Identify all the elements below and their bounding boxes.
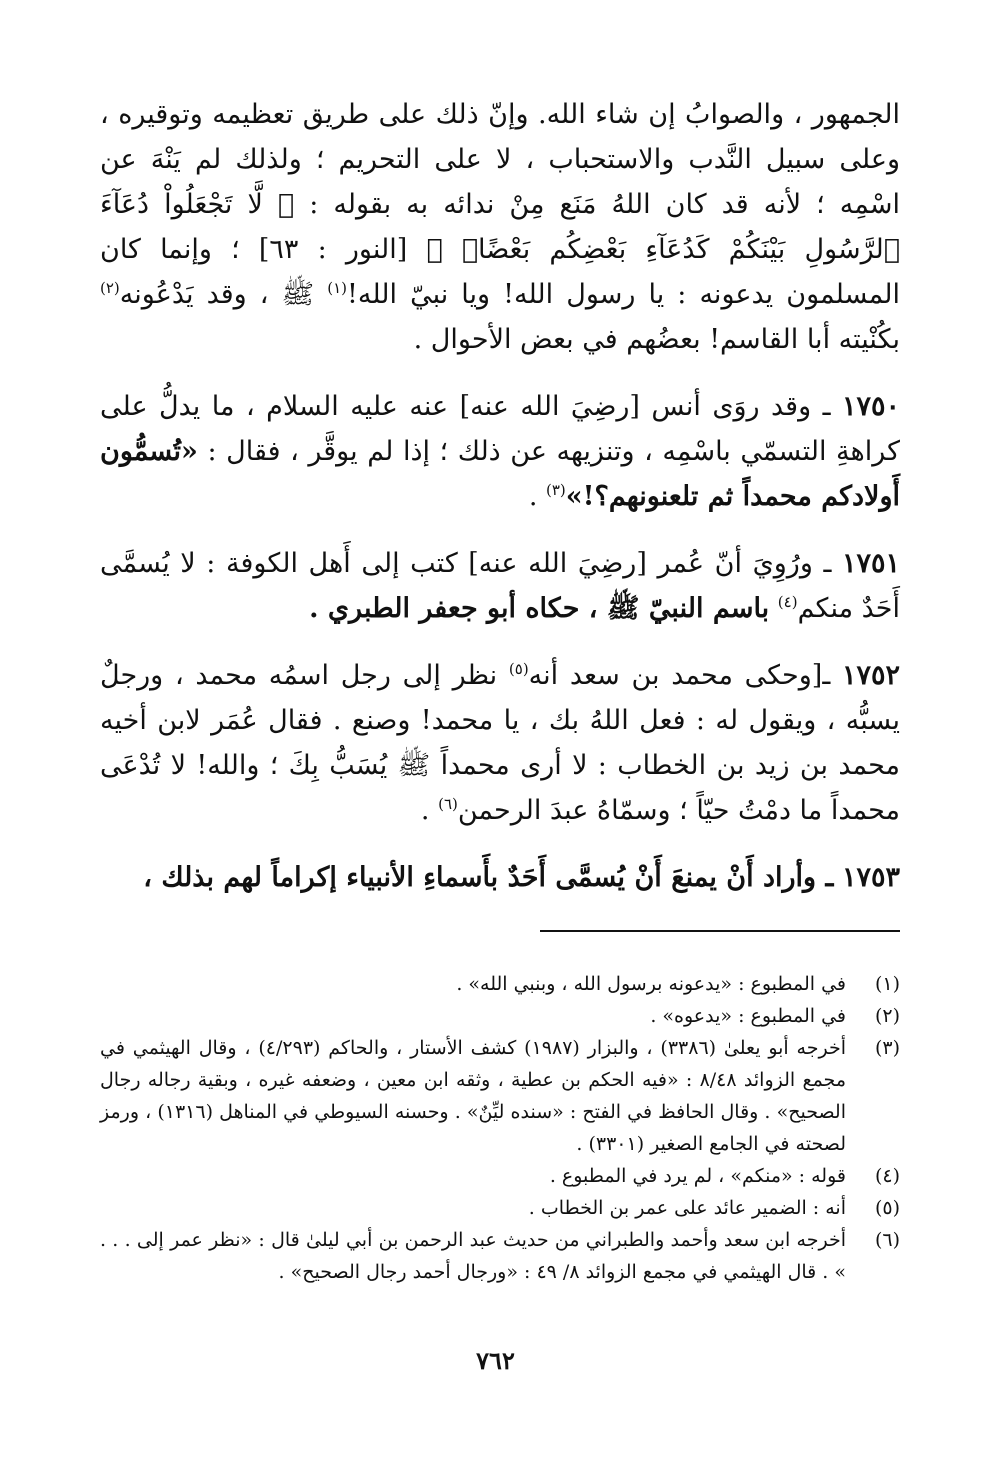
footnote-text: أخرجه أبو يعلىٰ (٣٣٨٦) ، والبزار (١٩٨٧) كشف الأستار ، والحاكم (٤/٢٩٣) ، وقال الهيثمي في مجمع الزوائد ٨/٤٨ : «فيه الحكم بن عطية ، وثقه ابن معين ، وضعفه غيره ، وبقية رجاله رجال الصحيح» . وقال الحافظ في الفتح : «سنده ليِّنٌ» . وحسنه السيوطي في المناهل (١٣١٦) ، ورمز لصحته في الجامع الصغير (٣٣٠١) .: [100, 1037, 846, 1155]
page-number: ٧٦٢: [476, 1346, 515, 1375]
footnote-ref-6[interactable]: (٦): [438, 795, 458, 813]
paragraph-end: .: [420, 795, 430, 826]
paragraph-text: ـ وقد روَى أنس [رضِيَ الله عنه] عنه عليه السلام ، ما يدلُّ على كراهةِ التسمّي باسْمِه ، وتنزيهه عن ذلك ؛ إذا لم يوقَّر ، فقال :: [100, 391, 900, 467]
paragraph-text-start: ـ[وحكى محمد بن سعد أنه: [528, 660, 831, 691]
footnote-text: في المطبوع : «يدعوه» .: [650, 1005, 846, 1027]
paragraph-text: نظر إلى رجل اسمُه محمد ، ورجلٌ يسبُّه ، ويقول له : فعل اللهُ بك ، يا محمد! وصنع . فقال عُمَر لابن أخيه محمد بن زيد بن الخطاب : لا أرى محمداً ﷺ يُسَبُّ بِكَ ؛ والله! لا تُدْعَى محمداً ما دمْتُ حيّاً ؛ وسمّاهُ عبدَ الرحمن: [100, 660, 900, 826]
footnote-number: (١): [874, 973, 900, 995]
intro-text-4: بكُنْيته أبا القاسم! بعضُهم في بعض الأحوال .: [413, 324, 900, 355]
paragraph-number: ١٧٥٠: [841, 391, 900, 422]
footnote-separator: [540, 930, 900, 932]
intro-paragraph: [100, 92, 900, 362]
main-text: [100, 92, 900, 900]
intro-text-1: الجمهور ، والصوابُ إن شاء الله. وإنّ ذلك على طريق تعظيمه وتوقيره ، وعلى سبيل النَّدب والاستحباب ، لا على التحريم ؛ ولذلك لم يَنْهَ عن اسْمِه ؛ لأنه قد كان اللهُ مَنَع مِنْ ندائه به بقوله :: [100, 99, 900, 220]
footnote-number: (٥): [874, 1197, 900, 1219]
paragraph-1751: [100, 541, 900, 631]
footnote-ref-4[interactable]: (٤): [777, 593, 798, 611]
hadith-quote: «تُسمُّون أَولادكم محمداً ثم تلعنونهم؟!»: [100, 436, 900, 512]
footnote-ref-2[interactable]: (٢): [100, 279, 120, 297]
footnote-number: (٤): [874, 1165, 900, 1187]
footnote: [100, 968, 900, 1000]
footnote: [100, 1160, 900, 1192]
paragraph-1752: [100, 653, 900, 833]
footnote-text: في المطبوع : «يدعونه برسول الله ، وبنبي الله» .: [456, 973, 846, 995]
footnote: [100, 1000, 900, 1032]
footnote-ref-5[interactable]: (٥): [508, 660, 529, 678]
quran-verse: ﴿ لَّا تَجْعَلُواْ دُعَآءَ ٱلرَّسُولِ بَيْنَكُمْ كَدُعَآءِ بَعْضِكُم بَعْضًاۚ ﴾: [100, 189, 900, 265]
footnote-number: (٣): [874, 1037, 900, 1059]
footnote: [100, 1224, 900, 1288]
intro-text-3: ﷺ ، وقد يَدْعُونه: [119, 279, 315, 310]
footnote-ref-1[interactable]: (١): [327, 279, 348, 297]
footnote-number: (٦): [874, 1229, 900, 1251]
paragraph-number: ١٧٥٣: [841, 862, 900, 893]
footnote-ref-3[interactable]: (٣): [546, 481, 566, 499]
paragraph-number: ١٧٥٢: [841, 660, 900, 691]
footnote-text: أنه : الضمير عائد على عمر بن الخطاب .: [528, 1197, 846, 1219]
intro-text-2: [النور : ٦٣] ؛ وإنما كان المسلمون يدعونه : يا رسول الله! ويا نبيّ الله!: [100, 234, 900, 310]
paragraph-text: ـ ورُوِيَ أنّ عُمر [رضِيَ الله عنه] كتب إلى أَهل الكوفة : لا يُسمَّى أَحَدٌ منكم: [100, 548, 900, 624]
footnote-text: أخرجه ابن سعد وأحمد والطبراني من حديث عبد الرحمن بن أبي ليلىٰ قال : «نظر عمر إلى . . . » . قال الهيثمي في مجمع الزوائد ٨/ ٤٩ : «ورجال أحمد رجال الصحيح» .: [100, 1229, 846, 1283]
footnote-number: (٢): [874, 1005, 900, 1027]
footnote: [100, 1032, 900, 1160]
paragraph-end: .: [528, 481, 538, 512]
footnotes-section: [100, 968, 900, 1288]
paragraph-1750: [100, 384, 900, 519]
paragraph-text-end: باسم النبيّ ﷺ ، حكاه أبو جعفر الطبري .: [309, 593, 770, 624]
paragraph-text: ـ وأراد أَنْ يمنعَ أَنْ يُسمَّى أَحَدٌ بأَسماءِ الأنبياء إكراماً لهم بذلك ،: [143, 862, 834, 893]
paragraph-1753: [100, 855, 900, 900]
paragraph-number: ١٧٥١: [841, 548, 900, 579]
footnote-text: قوله : «منكم» ، لم يرد في المطبوع .: [549, 1165, 846, 1187]
footnote: [100, 1192, 900, 1224]
